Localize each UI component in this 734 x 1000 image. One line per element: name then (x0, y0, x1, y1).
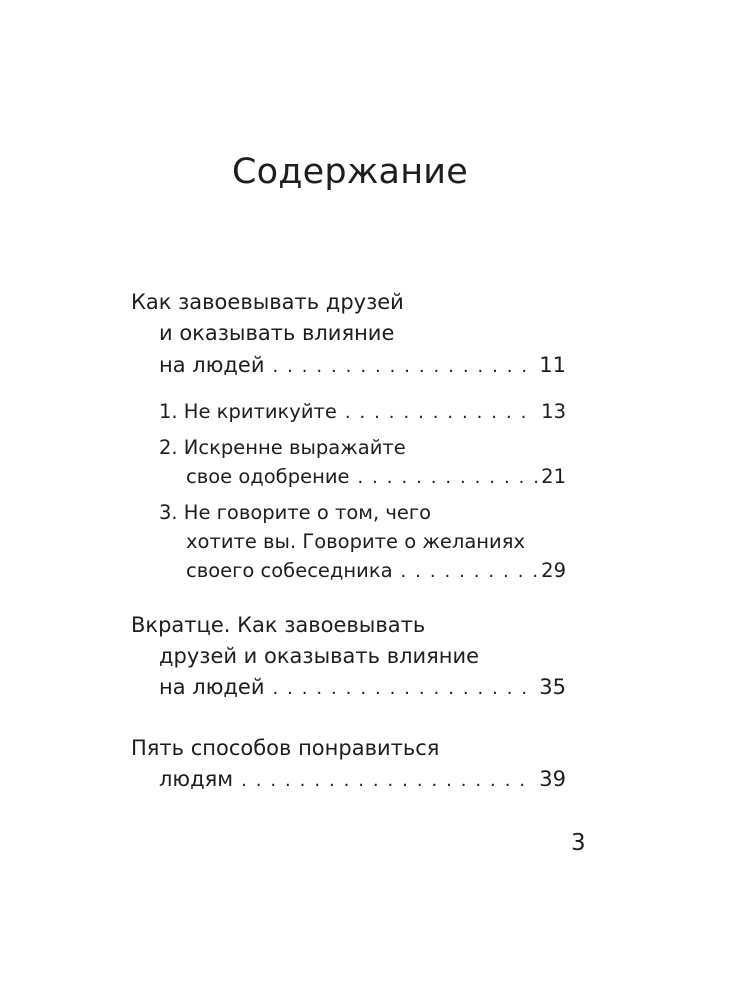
toc-entry-text: 2. Искренне выражайте (159, 436, 406, 459)
toc-entry-text: Пять способов понравиться (131, 736, 440, 760)
toc-entry-row[interactable] (186, 556, 566, 587)
dot-leader (272, 674, 535, 704)
dot-leader (272, 352, 535, 382)
dot-leader (241, 766, 535, 796)
toc-entry-text: на людей (159, 353, 265, 377)
toc-entry-text: своего собеседника (186, 559, 393, 582)
toc-entry-text: на людей (159, 675, 265, 699)
toc-entry-row[interactable] (159, 397, 566, 428)
page-title: Содержание (232, 152, 468, 192)
toc-page-number: 39 (539, 767, 566, 791)
toc-page-number: 35 (539, 675, 566, 699)
folio-page-number: 3 (571, 830, 586, 856)
toc-entry-row[interactable] (159, 350, 566, 382)
toc-entry-text: 1. Не критикуйте (159, 400, 337, 423)
toc-entry-text: хотите вы. Говорите о желаниях (186, 530, 525, 553)
toc-entry-text: и оказывать влияние (159, 321, 395, 345)
toc-entry-row[interactable] (186, 462, 566, 493)
dot-leader (345, 398, 537, 428)
toc-entry-text: Как завоевывать друзей (131, 290, 404, 314)
dot-leader (358, 463, 538, 493)
toc-entry-text: людям (159, 767, 234, 791)
toc-entry-row[interactable] (159, 672, 566, 704)
toc-entry-text: свое одобрение (186, 465, 350, 488)
toc-page-number: 11 (539, 353, 566, 377)
toc-entry-row[interactable] (159, 764, 566, 796)
toc-entry-text: друзей и оказывать влияние (159, 644, 480, 668)
toc-page-number: 13 (541, 400, 566, 423)
toc-entry-text: 3. Не говорите о том, чего (159, 501, 432, 524)
toc-page-number: 21 (541, 465, 566, 488)
dot-leader (401, 557, 538, 587)
toc-page-number: 29 (541, 559, 566, 582)
toc-entry-text: Вкратце. Как завоевывать (131, 613, 426, 637)
